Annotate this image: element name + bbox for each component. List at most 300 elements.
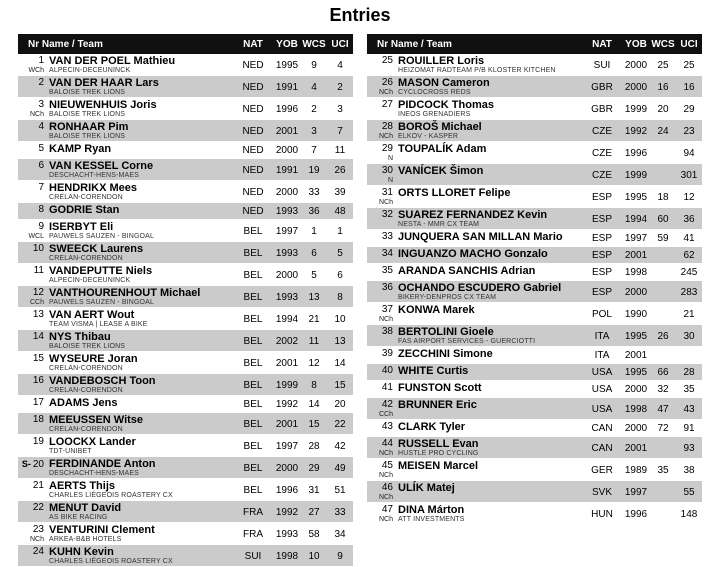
rider-nat: USA <box>591 367 613 378</box>
rider-yob: 1989 <box>624 464 648 476</box>
rider-team: DESCHACHT-HENS-MAES <box>49 172 139 179</box>
rider-nat: POL <box>591 308 612 320</box>
rider-uci: 94 <box>683 147 695 159</box>
rider-nat: GBR <box>591 103 613 115</box>
rider-name: TOUPALÍK Adam <box>398 143 487 155</box>
rider-wcs: 60 <box>657 213 669 225</box>
rider-team: FAS AIRPORT SERVICES - GUERCIOTTI <box>398 338 536 345</box>
rider-nat: HUN <box>591 508 613 520</box>
rider-yob: 1999 <box>624 103 648 115</box>
champion-prefix: N <box>387 155 393 162</box>
entry-row <box>18 479 353 501</box>
rider-nat: SVK <box>591 486 612 498</box>
rider-number-cell <box>367 249 397 259</box>
rider-nat: USA <box>591 384 613 395</box>
entry-row <box>367 186 702 208</box>
rider-name: SWEECK Laurens <box>49 243 144 255</box>
rider-number-cell <box>18 503 48 513</box>
rider-uci: 34 <box>334 528 346 540</box>
rider-nat: CZE <box>592 169 612 181</box>
entry-row <box>18 242 353 264</box>
rider-wcs: 18 <box>657 191 669 203</box>
rider-nat: BEL <box>243 462 263 474</box>
rider-uci: 12 <box>683 191 695 203</box>
rider-cell <box>397 100 582 118</box>
rider-number-cell <box>18 205 48 215</box>
rider-number-cell <box>18 415 48 425</box>
rider-number: 1 <box>38 55 44 66</box>
rider-name: AERTS Thijs <box>49 480 116 492</box>
rider-cell <box>48 332 233 350</box>
rider-name: VAN KESSEL Corne <box>49 160 154 172</box>
rider-nat: BEL <box>243 379 263 391</box>
rider-team: TDT-UNIBET <box>49 448 92 455</box>
rider-yob: 1996 <box>275 484 299 496</box>
rider-uci: 39 <box>334 186 346 198</box>
champion-prefix: CCh <box>29 299 44 306</box>
rider-team: ALPECIN-DECEUNINCK <box>49 277 131 284</box>
rider-nat: BEL <box>243 399 263 410</box>
rider-number-cell <box>367 144 397 162</box>
rider-name: ORTS LLORET Felipe <box>398 187 511 199</box>
rider-number-cell <box>367 232 397 242</box>
rider-uci: 15 <box>334 379 346 391</box>
rider-cell <box>48 56 233 74</box>
rider-cell <box>397 422 582 432</box>
rider-uci: 26 <box>334 164 346 176</box>
rider-number-cell <box>18 288 48 306</box>
rider-team: PAUWELS SAUZEN - BINGOAL <box>49 233 154 240</box>
rider-uci: 5 <box>337 247 343 259</box>
entry-row <box>18 286 353 308</box>
rider-number-cell <box>18 459 48 470</box>
rider-wcs: 2 <box>311 103 317 115</box>
rider-wcs: 26 <box>657 330 669 342</box>
rider-yob: 2000 <box>624 423 648 434</box>
rider-yob: 1994 <box>275 313 299 325</box>
rider-name: DINA Márton <box>398 504 465 516</box>
rider-yob: 1997 <box>624 233 648 244</box>
rider-number-cell <box>18 398 48 408</box>
rider-number: 41 <box>381 382 393 393</box>
rider-cell <box>48 525 233 543</box>
rider-name: PIDCOCK Thomas <box>398 99 494 111</box>
rider-yob: 1992 <box>275 506 299 518</box>
rider-yob: 1990 <box>624 308 648 320</box>
rider-cell <box>397 210 582 228</box>
rider-team: CHARLES LIÉGEOIS ROASTERY CX <box>49 558 173 565</box>
rider-team: BALOISE TREK LIONS <box>49 89 126 96</box>
rider-uci: 93 <box>683 442 695 454</box>
rider-number: 47 <box>381 504 393 515</box>
champion-prefix: NCh <box>378 472 393 479</box>
entries-table-left <box>18 34 353 567</box>
rider-uci: 301 <box>680 169 698 181</box>
rider-wcs: 7 <box>311 145 317 156</box>
rider-wcs: 31 <box>308 484 320 496</box>
rider-cell <box>397 166 582 176</box>
rider-yob: 2001 <box>275 418 299 430</box>
entry-row <box>367 76 702 98</box>
rider-uci: 10 <box>334 313 346 325</box>
entry-row <box>367 437 702 459</box>
rider-name: ZECCHINI Simone <box>398 348 493 360</box>
rider-wcs: 15 <box>308 418 320 430</box>
rider-number: 42 <box>381 399 393 410</box>
rider-wcs: 19 <box>308 164 320 176</box>
rider-wcs: 25 <box>657 59 669 71</box>
table-body-left <box>18 54 353 567</box>
rider-yob: 1993 <box>275 206 299 217</box>
rider-nat: BEL <box>243 418 263 430</box>
rider-number-cell <box>18 481 48 491</box>
entry-row <box>367 381 702 398</box>
rider-wcs: 32 <box>657 384 669 395</box>
rider-number-cell <box>367 188 397 206</box>
rider-cell <box>48 503 233 521</box>
rider-number-cell <box>367 505 397 523</box>
rider-uci: 4 <box>337 59 343 71</box>
column-header-uci: UCI <box>331 38 349 50</box>
rider-uci: 2 <box>337 81 343 93</box>
rider-name: NYS Thibau <box>49 331 111 343</box>
champion-prefix: WCh <box>28 67 44 74</box>
rider-wcs: 27 <box>308 506 320 518</box>
rider-wcs: 12 <box>308 357 320 369</box>
rider-yob: 1993 <box>275 247 299 259</box>
rider-team: ELKOV - KASPER <box>398 133 459 140</box>
page-title: Entries <box>329 5 391 25</box>
rider-number-cell <box>367 422 397 432</box>
rider-name: INGUANZO MACHO Gonzalo <box>398 248 548 260</box>
rider-uci: 1 <box>337 225 343 237</box>
rider-cell <box>397 122 582 140</box>
rider-cell <box>397 366 582 376</box>
rider-nat: NED <box>242 59 264 71</box>
column-header-nr-name: Nr Name / Team <box>28 38 103 50</box>
rider-yob: 2002 <box>275 335 299 347</box>
rider-team: TEAM VISMA | LEASE A BIKE <box>49 321 148 328</box>
rider-name: OCHANDO ESCUDERO Gabriel <box>398 282 562 294</box>
champion-prefix: N <box>387 177 393 184</box>
rider-number: S- 20 <box>21 459 44 470</box>
column-header-uci: UCI <box>680 38 698 50</box>
champion-prefix: NCh <box>29 111 44 118</box>
entry-row <box>18 220 353 242</box>
rider-wcs: 58 <box>308 528 320 540</box>
rider-cell <box>48 78 233 96</box>
rider-wcs: 13 <box>308 291 320 303</box>
entry-row <box>18 142 353 159</box>
rider-number-cell <box>367 78 397 96</box>
rider-team: PAUWELS SAUZEN - BINGOAL <box>49 299 154 306</box>
entry-row <box>367 208 702 230</box>
rider-number-cell <box>367 100 397 110</box>
rider-wcs: 29 <box>308 462 320 474</box>
rider-yob: 1997 <box>275 440 299 452</box>
rider-team: CRELAN-CORENDON <box>49 426 123 433</box>
rider-number-cell <box>18 222 48 240</box>
rider-nat: ESP <box>591 191 612 203</box>
rider-yob: 1997 <box>275 225 299 237</box>
rider-nat: SUI <box>593 59 611 71</box>
rider-number: 8 <box>38 204 44 215</box>
rider-name: FUNSTON Scott <box>398 382 482 394</box>
rider-uci: 11 <box>334 145 346 156</box>
rider-name: NIEUWENHUIS Joris <box>49 99 157 111</box>
rider-name: BOROŠ Michael <box>398 121 482 133</box>
rider-uci: 42 <box>334 440 346 452</box>
rider-cell <box>397 144 582 154</box>
rider-uci: 43 <box>683 403 695 415</box>
rider-number: 2 <box>38 77 44 88</box>
rider-number: 13 <box>32 309 44 320</box>
rider-uci: 20 <box>334 399 346 410</box>
rider-number-cell <box>18 310 48 320</box>
rider-cell <box>397 439 582 457</box>
entry-row <box>367 247 702 264</box>
rider-number: 39 <box>381 348 393 359</box>
rider-name: VANDEBOSCH Toon <box>49 375 156 387</box>
rider-cell <box>48 437 233 455</box>
rider-cell <box>48 376 233 394</box>
entry-row <box>367 459 702 481</box>
rider-uci: 36 <box>683 213 695 225</box>
rider-name: MEEUSSEN Witse <box>49 414 144 426</box>
rider-cell <box>48 161 233 179</box>
rider-wcs: 1 <box>311 225 317 237</box>
column-header-nat: NAT <box>592 38 612 50</box>
rider-name: ARANDA SANCHIS Adrian <box>398 265 536 277</box>
rider-wcs: 35 <box>657 464 669 476</box>
rider-team: ARKEA-B&B HOTELS <box>49 536 122 543</box>
rider-number-cell <box>367 400 397 418</box>
rider-nat: BEL <box>243 313 263 325</box>
rider-nat: BEL <box>243 269 263 281</box>
rider-cell <box>397 56 582 74</box>
rider-number: 15 <box>32 353 44 364</box>
rider-nat: BEL <box>243 291 263 303</box>
rider-uci: 148 <box>680 508 698 520</box>
entry-row <box>18 54 353 76</box>
column-header-yob: YOB <box>625 38 647 50</box>
rider-nat: NED <box>242 125 264 137</box>
rider-number: 34 <box>381 248 393 259</box>
champion-prefix: NCh <box>378 199 393 206</box>
rider-name: RONHAAR Pim <box>49 121 129 133</box>
rider-uci: 28 <box>683 367 695 378</box>
rider-number-cell <box>367 349 397 359</box>
rider-team: DESCHACHT-HENS-MAES <box>49 470 139 477</box>
rider-nat: ESP <box>591 233 612 244</box>
entry-row <box>367 230 702 247</box>
rider-wcs: 5 <box>311 269 317 281</box>
entries-table-right <box>367 34 702 525</box>
rider-nat: GER <box>591 464 613 476</box>
rider-nat: BEL <box>243 335 263 347</box>
rider-nat: ITA <box>594 330 610 342</box>
rider-nat: NED <box>242 81 264 93</box>
rider-number-cell <box>18 56 48 74</box>
rider-name: VANTHOURENHOUT Michael <box>49 287 201 299</box>
entry-row <box>18 181 353 203</box>
rider-team: AS BIKE RACING <box>49 514 108 521</box>
rider-name: VENTURINI Clement <box>49 524 155 536</box>
rider-team: HEIZOMAT RADTEAM P/B KLOSTER KITCHEN <box>398 67 556 74</box>
entry-row <box>367 364 702 381</box>
rider-wcs: 6 <box>311 247 317 259</box>
rider-uci: 14 <box>334 357 346 369</box>
rider-number: 40 <box>381 365 393 376</box>
rider-team: BALOISE TREK LIONS <box>49 111 126 118</box>
rider-nat: NED <box>242 103 264 115</box>
rider-yob: 1995 <box>624 367 648 378</box>
rider-uci: 13 <box>334 335 346 347</box>
rider-uci: 30 <box>683 330 695 342</box>
rider-number-cell <box>18 78 48 88</box>
rider-uci: 38 <box>683 464 695 476</box>
rider-team: ATT INVESTMENTS <box>398 516 465 523</box>
rider-number-cell <box>18 376 48 386</box>
rider-yob: 2000 <box>275 269 299 281</box>
rider-cell <box>397 383 582 393</box>
rider-cell <box>397 505 582 523</box>
rider-team: BIKERY-DENPROS CX TEAM <box>398 294 497 301</box>
rider-cell <box>48 183 233 201</box>
rider-yob: 1999 <box>275 379 299 391</box>
rider-wcs: 72 <box>657 423 669 434</box>
rider-yob: 1998 <box>624 403 648 415</box>
rider-number: 3 <box>38 99 44 110</box>
rider-nat: CZE <box>592 147 612 159</box>
rider-wcs: 36 <box>308 206 320 217</box>
rider-number: 26 <box>381 77 393 88</box>
rider-wcs: 9 <box>311 59 317 71</box>
rider-number-cell <box>367 461 397 479</box>
rider-cell <box>48 398 233 408</box>
rider-number: 9 <box>38 221 44 232</box>
rider-number: 32 <box>381 209 393 220</box>
entry-row <box>367 503 702 525</box>
rider-number: 16 <box>32 375 44 386</box>
champion-prefix: NCh <box>378 516 393 523</box>
entry-row <box>367 303 702 325</box>
rider-cell <box>48 459 233 477</box>
rider-cell <box>397 266 582 276</box>
rider-number: 12 <box>32 287 44 298</box>
rider-yob: 2001 <box>624 442 648 454</box>
rider-number: 11 <box>33 265 44 276</box>
rider-name: ROUILLER Loris <box>398 55 485 67</box>
tables-container <box>0 34 720 567</box>
rider-cell <box>397 461 582 471</box>
rider-uci: 35 <box>683 384 695 395</box>
rider-team: CYCLOCROSS REDS <box>398 89 471 96</box>
column-header-wcs: WCS <box>302 38 326 50</box>
rider-nat: FRA <box>243 506 263 518</box>
column-header-nr-name: Nr Name / Team <box>377 38 452 50</box>
rider-wcs: 24 <box>657 125 669 137</box>
entry-row <box>18 203 353 220</box>
rider-nat: BEL <box>243 357 263 369</box>
rider-uci: 22 <box>334 418 346 430</box>
rider-yob: 1991 <box>275 81 299 93</box>
entry-row <box>18 308 353 330</box>
rider-number-cell <box>367 383 397 393</box>
rider-nat: ESP <box>591 267 612 278</box>
rider-team: ALPECIN-DECEUNINCK <box>49 67 131 74</box>
rider-name: VANDEPUTTE Niels <box>49 265 153 277</box>
rider-yob: 1996 <box>275 103 299 115</box>
rider-team: CHARLES LIÉGEOIS ROASTERY CX <box>49 492 173 499</box>
entry-row <box>18 374 353 396</box>
rider-number: 30 <box>381 165 393 176</box>
rider-yob: 1995 <box>275 59 299 71</box>
rider-yob: 1991 <box>275 164 299 176</box>
rider-yob: 2000 <box>624 286 648 298</box>
rider-yob: 2001 <box>624 250 648 261</box>
entry-row <box>367 481 702 503</box>
rider-number-cell <box>367 283 397 293</box>
rider-cell <box>48 244 233 262</box>
rider-wcs: 33 <box>308 186 320 198</box>
rider-yob: 1996 <box>624 508 648 520</box>
rider-nat: NED <box>242 206 264 217</box>
rider-nat: BEL <box>243 484 263 496</box>
rider-name: RUSSELL Evan <box>398 438 479 450</box>
champion-prefix: WCL <box>28 233 44 240</box>
rider-wcs: 47 <box>657 403 669 415</box>
rider-name: VANÍCEK Šimon <box>398 165 484 177</box>
rider-yob: 2000 <box>624 81 648 93</box>
rider-wcs: 59 <box>657 233 669 244</box>
column-header-yob: YOB <box>276 38 298 50</box>
rider-number-cell <box>18 244 48 254</box>
rider-number-cell <box>18 183 48 193</box>
rider-name: KAMP Ryan <box>49 143 112 155</box>
entry-row <box>18 120 353 142</box>
rider-nat: BEL <box>243 440 263 452</box>
rider-number-cell <box>367 305 397 323</box>
entry-row <box>367 164 702 186</box>
rider-number: 22 <box>32 502 44 513</box>
rider-name: ISERBYT Eli <box>49 221 114 233</box>
rider-nat: FRA <box>243 528 263 540</box>
rider-yob: 1995 <box>624 191 648 203</box>
rider-yob: 1999 <box>624 169 648 181</box>
rider-yob: 2000 <box>624 59 648 71</box>
rider-number: 24 <box>32 546 44 557</box>
rider-nat: ESP <box>591 250 612 261</box>
entry-row <box>367 54 702 76</box>
rider-uci: 7 <box>337 125 343 137</box>
rider-number: 46 <box>381 482 393 493</box>
champion-prefix: NCh <box>378 450 393 457</box>
status-prefix: S- <box>21 459 31 469</box>
champion-prefix: CCh <box>378 411 393 418</box>
rider-number: 7 <box>38 182 44 193</box>
rider-cell <box>48 100 233 118</box>
rider-cell <box>397 283 582 301</box>
entry-row <box>18 159 353 181</box>
rider-number: 25 <box>381 55 393 66</box>
rider-number: 31 <box>381 187 393 198</box>
rider-number-cell <box>367 439 397 457</box>
column-header-nat: NAT <box>243 38 263 50</box>
rider-name: HENDRIKX Mees <box>49 182 138 194</box>
champion-prefix: NCh <box>378 494 393 501</box>
rider-nat: ITA <box>594 350 610 361</box>
